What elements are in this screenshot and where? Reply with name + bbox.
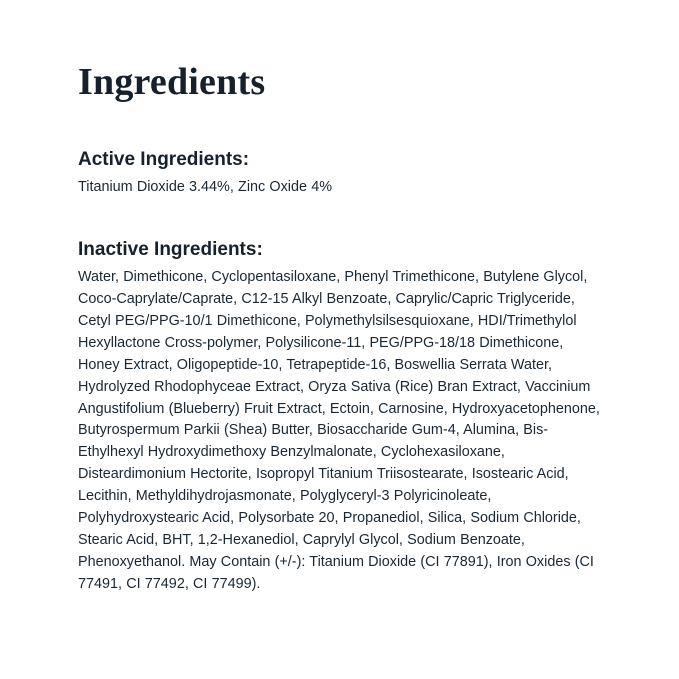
active-ingredients-text: Titanium Dioxide 3.44%, Zinc Oxide 4%	[78, 178, 333, 195]
inactive-ingredients-section	[78, 238, 601, 595]
active-ingredients-heading: Active Ingredients:	[78, 148, 250, 170]
active-ingredients-section	[78, 148, 601, 199]
page-title: Ingredients	[78, 61, 266, 103]
inactive-ingredients-heading: Inactive Ingredients:	[78, 239, 263, 261]
inactive-ingredients-text: Water, Dimethicone, Cyclopentasiloxane, Phenyl Trimethicone, Butylene Glycol, Coco-Caprylate/Caprate, C12-15 Alkyl Benzoate, Caprylic/Capric Triglyceride, Cetyl PEG/PPG-10/1 Dimethicone, Polymethylsilsesquioxane, HDI/Trimethylol Hexyllactone Cross-polymer, Polysilicone-11, PEG/PPG-18/18 Dimethicone, Honey Extract, Oligopeptide-10, Tetrapeptide-16, Boswellia Serrata Water, Hydrolyzed Rhodophyceae Extract, Oryza Sativa (Rice) Bran Extract, Vaccinium Angustifolium (Blueberry) Fruit Extract, Ectoin, Carnosine, Hydroxyacetophenone, Butyrospermum Parkii (Shea) Butter, Biosaccharide Gum-4, Alumina, Bis-Ethylhexyl Hydroxydimethoxy Benzylmalonate, Cyclohexasiloxane, Disteardimonium Hectorite, Isopropyl Titanium Triisostearate, Isostearic Acid, Lecithin, Methyldihydrojasmonate, Polyglyceryl-3 Polyricinoleate, Polyhydroxystearic Acid, Polysorbate 20, Propanediol, Silica, Sodium Chloride, Stearic Acid, BHT, 1,2-Hexanediol, Caprylyl Glycol, Sodium Benzoate, Phenoxyethanol. May Contain (+/-): Titanium Dioxide (CI 77891), Iron Oxides (CI 77491, CI 77492, CI 77499).	[78, 269, 600, 592]
